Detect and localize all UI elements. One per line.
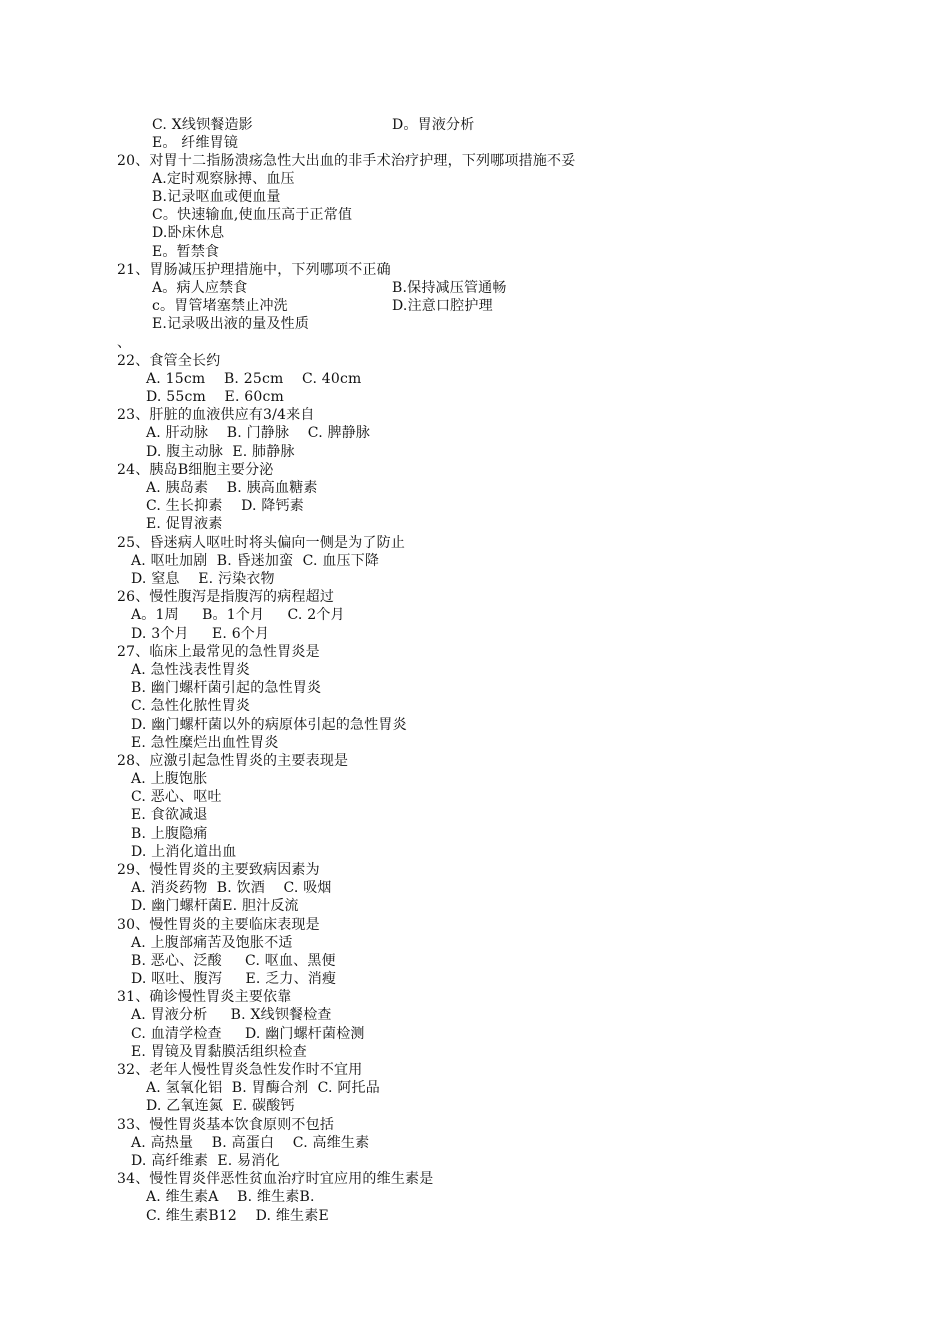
question-line: 24、胰岛B细胞主要分泌 [117, 462, 274, 478]
option-line: D. 3个月 E. 6个月 [131, 626, 270, 642]
option-line: C. 维生素B12 D. 维生素E [146, 1208, 329, 1224]
question-line: 33、慢性胃炎基本饮食原则不包括 [117, 1117, 335, 1133]
option-line: A. 肝动脉 B. 门静脉 C. 脾静脉 [146, 425, 371, 441]
option-line: E. 促胃液素 [146, 516, 223, 532]
option-line: A. 上腹饱胀 [131, 771, 208, 787]
option-line: E。暂禁食 [152, 244, 220, 260]
option-line: D. 腹主动脉 E. 肺静脉 [146, 444, 295, 460]
option-line: B. 上腹隐痛 [131, 826, 208, 842]
option-line: A. 胰岛素 B. 胰高血糖素 [146, 480, 318, 496]
option-line: A. 高热量 B. 高蛋白 C. 高维生素 [131, 1135, 370, 1151]
question-line: 27、临床上最常见的急性胃炎是 [117, 644, 320, 660]
option-line: A. 维生素A B. 维生素B. [146, 1189, 315, 1205]
option-line: D.注意口腔护理 [392, 298, 493, 314]
question-line: 28、应激引起急性胃炎的主要表现是 [117, 753, 349, 769]
question-line: 23、肝脏的血液供应有3/4来自 [117, 407, 315, 423]
option-line: A。病人应禁食 [152, 280, 248, 296]
question-line: 26、慢性腹泻是指腹泻的病程超过 [117, 589, 335, 605]
option-line: A. 15cm B. 25cm C. 40cm [146, 371, 362, 387]
option-line: D. 乙氧连氮 E. 碳酸钙 [146, 1098, 295, 1114]
option-line: E.记录吸出液的量及性质 [152, 316, 310, 332]
option-line: C。快速输血,使血压高于正常值 [152, 207, 353, 223]
option-line: A. 氢氧化铝 B. 胃酶合剂 C. 阿托品 [146, 1080, 380, 1096]
option-line: B. 幽门螺杆菌引起的急性胃炎 [131, 680, 322, 696]
option-line: C. 急性化脓性胃炎 [131, 698, 251, 714]
option-line: A. 上腹部痛苦及饱胀不适 [131, 935, 293, 951]
option-line: D. 高纤维素 E. 易消化 [131, 1153, 280, 1169]
option-line: D. 55cm E. 60cm [146, 389, 285, 405]
question-line: 22、食管全长约 [117, 353, 221, 369]
question-line: 30、慢性胃炎的主要临床表现是 [117, 917, 320, 933]
question-line: 20、对胃十二指肠溃疡急性大出血的非手术治疗护理，下列哪项措施不妥 [117, 153, 576, 169]
option-line: D。胃液分析 [392, 117, 475, 133]
option-line: D.卧床休息 [152, 225, 225, 241]
option-line: B.记录呕血或便血量 [152, 189, 281, 205]
option-line: A. 急性浅表性胃炎 [131, 662, 251, 678]
question-line: 25、昏迷病人呕吐时将头偏向一侧是为了防止 [117, 535, 406, 551]
option-line: B.保持减压管通畅 [392, 280, 507, 296]
option-line: A.定时观察脉搏、血压 [152, 171, 295, 187]
question-line: 21、胃肠减压护理措施中，下列哪项不正确 [117, 262, 391, 278]
option-line: D. 上消化道出血 [131, 844, 237, 860]
option-line: E。 纤维胃镜 [152, 135, 239, 151]
option-line: c。胃管堵塞禁止冲洗 [152, 298, 288, 314]
option-line: E. 胃镜及胃黏膜活组织检查 [131, 1044, 307, 1060]
option-line: E. 急性糜烂出血性胃炎 [131, 735, 279, 751]
option-line: A. 呕吐加剧 B. 昏迷加蛮 C. 血压下降 [131, 553, 380, 569]
question-line: 31、确诊慢性胃炎主要依靠 [117, 989, 292, 1005]
option-line: C. X线钡餐造影 [152, 117, 253, 133]
stray-mark: 、 [117, 335, 132, 351]
question-line: 32、老年人慢性胃炎急性发作时不宜用 [117, 1062, 363, 1078]
option-line: C. 生长抑素 D. 降钙素 [146, 498, 304, 514]
option-line: D. 呕吐、腹泻 E. 乏力、消瘦 [131, 971, 337, 987]
option-line: D. 窒息 E. 污染衣物 [131, 571, 275, 587]
option-line: D. 幽门螺杆菌E. 胆汁反流 [131, 898, 299, 914]
option-line: A。1周 B。1个月 C. 2个月 [131, 607, 345, 623]
option-line: A. 胃液分析 B. X线钡餐检查 [131, 1007, 332, 1023]
question-line: 34、慢性胃炎伴恶性贫血治疗时宜应用的维生素是 [117, 1171, 434, 1187]
option-line: E. 食欲减退 [131, 807, 208, 823]
option-line: A. 消炎药物 B. 饮酒 C. 吸烟 [131, 880, 332, 896]
option-line: B. 恶心、泛酸 C. 呕血、黑便 [131, 953, 336, 969]
question-line: 29、慢性胃炎的主要致病因素为 [117, 862, 320, 878]
option-line: D. 幽门螺杆菌以外的病原体引起的急性胃炎 [131, 717, 407, 733]
option-line: C. 恶心、呕吐 [131, 789, 222, 805]
option-line: C. 血清学检查 D. 幽门螺杆菌检测 [131, 1026, 365, 1042]
